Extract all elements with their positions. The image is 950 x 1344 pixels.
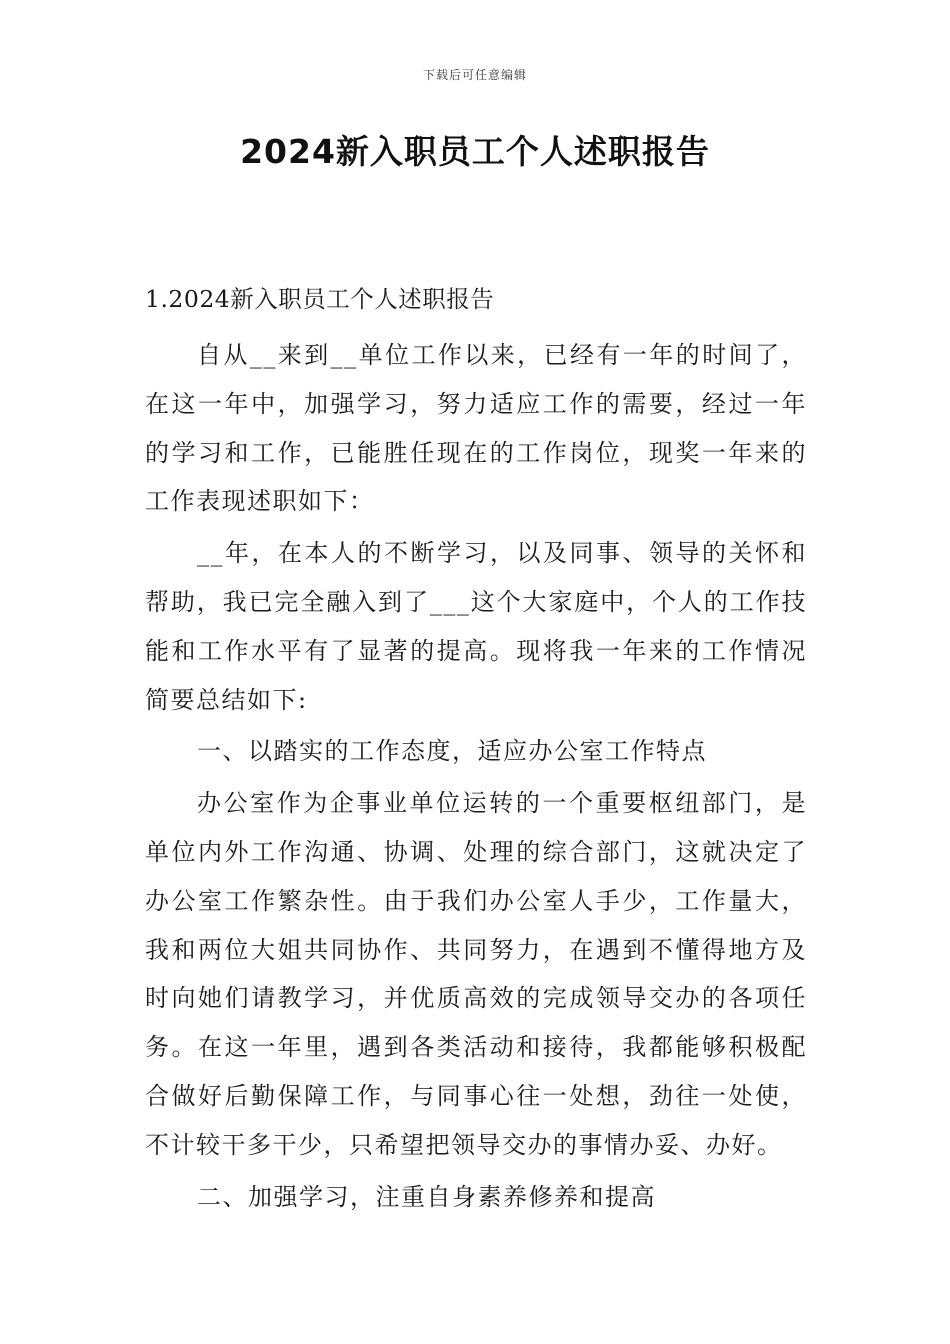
- paragraph-office-work: 办公室作为企事业单位运转的一个重要枢纽部门，是单位内外工作沟通、协调、处理的综合部门，这就决定了办公室工作繁杂性。由于我们办公室人手少，工作量大，我和两位大姐共同协作、共同努力，在遇到不懂得地方及时向她们请教学习，并优质高效的完成领导交办的各项任务。在这一年里，遇到各类活动和接待，我都能够积极配合做好后勤保障工作，与同事心往一处想，劲往一处使，不计较干多干少，只希望把领导交办的事情办妥、办好。: [145, 789, 807, 1159]
- heading-part-two: 二、加强学习，注重自身素养修养和提高: [197, 1182, 656, 1211]
- paragraph-intro: 自从__来到__单位工作以来，已经有一年的时间了，在这一年中，加强学习，努力适应工作的需要，经过一年的学习和工作，已能胜任现在的工作岗位，现奖一年来的工作表现述职如下：: [145, 341, 807, 516]
- document-body: [145, 280, 807, 1224]
- document-title: 2024新入职员工个人述职报告: [240, 132, 710, 171]
- paragraph-summary: __年，在本人的不断学习，以及同事、领导的关怀和帮助，我已完全融入到了___这个大家庭中，个人的工作技能和工作水平有了显著的提高。现将我一年来的工作情况简要总结如下:: [145, 539, 807, 714]
- section-title: 1.2024新入职员工个人述职报告: [145, 285, 495, 313]
- header-note: 下载后可任意编辑: [422, 68, 527, 82]
- heading-part-one: 一、以踏实的工作态度，适应办公室工作特点: [197, 737, 707, 766]
